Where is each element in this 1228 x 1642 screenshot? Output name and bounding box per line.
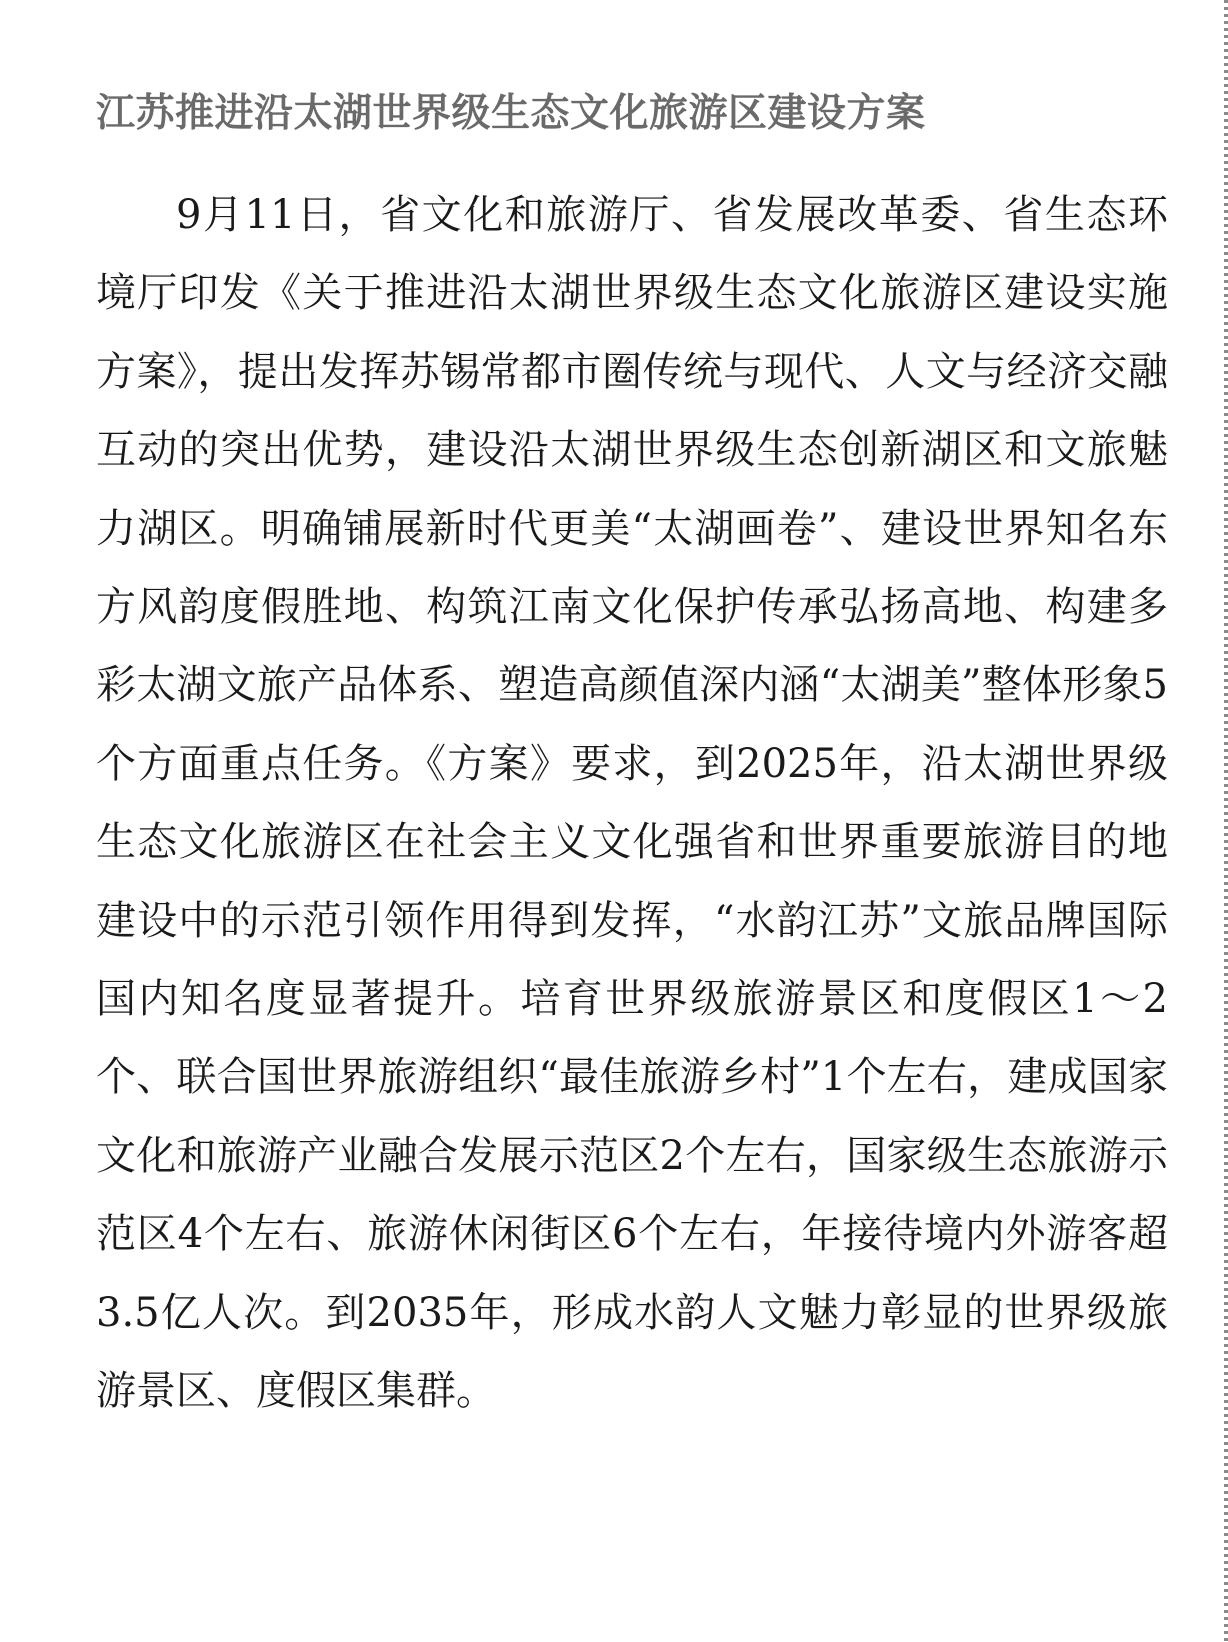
article-title: 江苏推进沿太湖世界级生态文化旅游区建设方案 bbox=[96, 91, 926, 136]
page-edge-mark bbox=[1224, 0, 1228, 1642]
article-body: 9月11日，省文化和旅游厅、省发展改革委、省生态环境厅印发《关于推进沿太湖世界级生态文化旅游区建设实施方案》，提出发挥苏锡常都市圈传统与现代、人文与经济交融互动的突出优势，建设沿太湖世界级生态创新湖区和文旅魅力湖区。明确铺展新时代更美“太湖画卷”、建设世界知名东方风韵度假胜地、构筑江南文化保护传承弘扬高地、构建多彩太湖文旅产品体系、塑造高颜值深内涵“太湖美”整体形象5个方面重点任务。《方案》要求，到2025年，沿太湖世界级生态文化旅游区在社会主义文化强省和世界重要旅游目的地建设中的示范引领作用得到发挥，“水韵江苏”文旅品牌国际国内知名度显著提升。培育世界级旅游景区和度假区1～2个、联合国世界旅游组织“最佳旅游乡村”1个左右，建成国家文化和旅游产业融合发展示范区2个左右，国家级生态旅游示范区4个左右、旅游休闲街区6个左右，年接待境内外游客超3.5亿人次。到2035年，形成水韵人文魅力彰显的世界级旅游景区、度假区集群。 bbox=[96, 192, 1168, 1415]
